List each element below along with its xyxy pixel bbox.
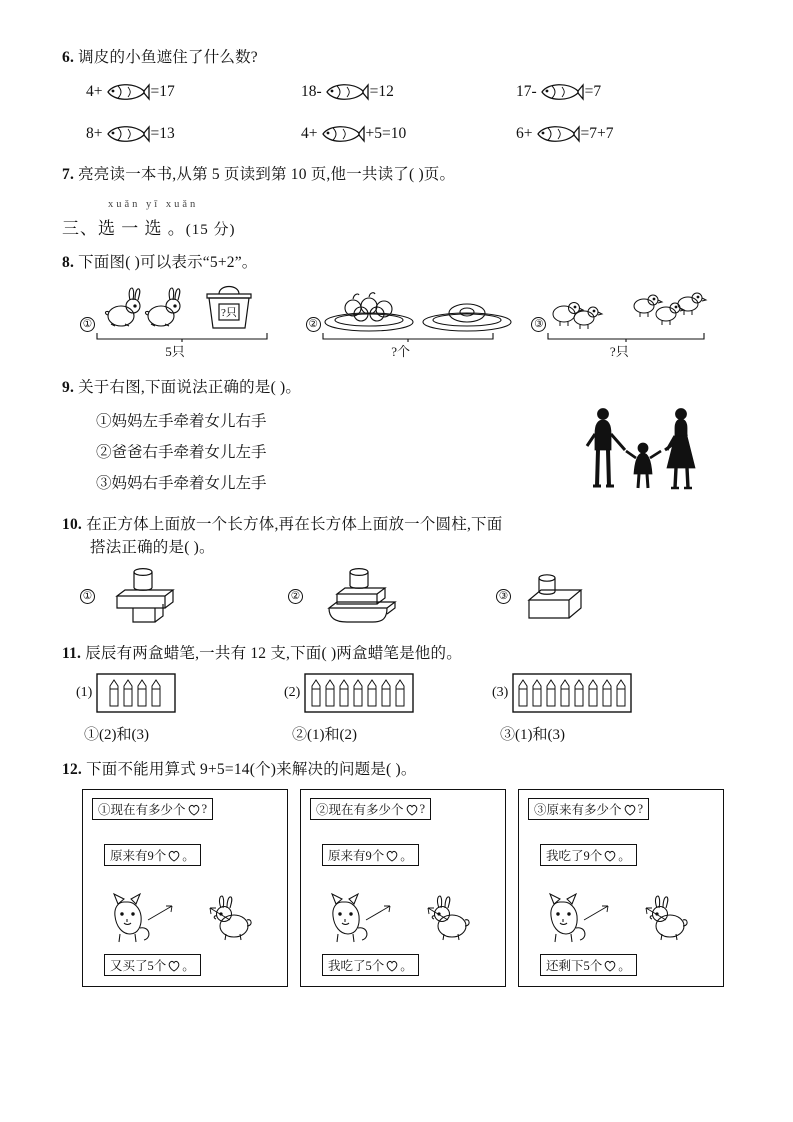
card-mid-tail: 。 bbox=[400, 849, 413, 863]
question-10-options bbox=[62, 564, 731, 630]
option-marker: ① bbox=[80, 317, 95, 332]
question-12-number: 12. bbox=[62, 760, 82, 778]
card-mid-bubble bbox=[104, 844, 201, 866]
option-marker: ③ bbox=[531, 317, 546, 332]
option-marker: ① bbox=[80, 589, 95, 604]
option-label: ?个 bbox=[391, 343, 411, 359]
crayon-box-label: (1) bbox=[76, 684, 93, 700]
question-11-boxes bbox=[62, 673, 731, 713]
peach-icon bbox=[385, 849, 399, 862]
equation-right: =17 bbox=[150, 83, 175, 101]
question-9-option[interactable]: ②爸爸右手牵着女儿左手 bbox=[96, 444, 267, 461]
option-chicks[interactable] bbox=[531, 280, 731, 360]
equation-left: 17- bbox=[516, 83, 537, 101]
question-10-number: 10. bbox=[62, 516, 82, 533]
question-12 bbox=[62, 758, 731, 987]
crayon-box-label: (3) bbox=[492, 684, 509, 700]
card-title-bubble bbox=[310, 798, 431, 820]
equation-left: 4+ bbox=[301, 125, 318, 143]
crayon-box-icon bbox=[512, 673, 632, 713]
rabbits-and-basket-icon bbox=[95, 280, 275, 332]
family-holding-hands-figure bbox=[581, 404, 709, 500]
section-3-title: 三、选 一 选 。 bbox=[62, 218, 186, 238]
equation-left: 8+ bbox=[86, 125, 103, 143]
question-11-number: 11. bbox=[62, 644, 82, 662]
option-marker: ③ bbox=[496, 589, 511, 604]
question-8-number: 8. bbox=[62, 253, 75, 271]
fox-and-rabbit-icon bbox=[316, 886, 492, 948]
fish-icon bbox=[319, 121, 365, 147]
card-mid-text: 原来有9个 bbox=[110, 849, 167, 863]
fox-and-rabbit-icon bbox=[98, 886, 274, 948]
question-12-card[interactable] bbox=[300, 789, 506, 987]
card-mid-tail: 。 bbox=[618, 849, 631, 863]
equation-left: 18- bbox=[301, 83, 322, 101]
card-title-tail: ? bbox=[419, 801, 426, 816]
question-9-option[interactable]: ③妈妈右手牵着女儿左手 bbox=[96, 475, 267, 492]
peach-icon bbox=[623, 803, 637, 816]
card-mid-bubble bbox=[540, 844, 637, 866]
peach-icon bbox=[167, 849, 181, 862]
question-8-text: 下面图( )可以表示“5+2”。 bbox=[78, 253, 258, 271]
option-fruit-plates[interactable] bbox=[306, 280, 532, 360]
card-bottom-text: 又买了5个 bbox=[110, 959, 167, 973]
section-3-heading bbox=[62, 214, 731, 239]
fish-icon bbox=[104, 79, 150, 105]
question-9 bbox=[62, 376, 731, 499]
fish-equation bbox=[516, 121, 731, 147]
card-mid-bubble bbox=[322, 844, 419, 866]
option-solid-3[interactable] bbox=[496, 564, 704, 630]
card-bottom-bubble bbox=[540, 954, 637, 976]
card-bottom-text: 还剩下5个 bbox=[546, 959, 603, 973]
fish-icon bbox=[534, 121, 580, 147]
card-bottom-bubble bbox=[322, 954, 419, 976]
card-mid-text: 我吃了9个 bbox=[546, 849, 603, 863]
fish-equation bbox=[301, 79, 516, 105]
fish-icon bbox=[104, 121, 150, 147]
card-title-bubble bbox=[92, 798, 213, 820]
option-solid-1[interactable] bbox=[80, 564, 288, 630]
card-title: ②现在有多少个 bbox=[316, 803, 404, 817]
question-7-text: 亮亮读一本书,从第 5 页读到第 10 页,他一共读了( )页。 bbox=[78, 166, 456, 184]
svg-text:?只: ?只 bbox=[221, 306, 237, 319]
option-marker: ② bbox=[288, 589, 303, 604]
fish-equation bbox=[516, 79, 731, 105]
option-label: 5只 bbox=[165, 343, 185, 359]
question-8 bbox=[62, 251, 731, 274]
question-9-number: 9. bbox=[62, 378, 75, 396]
option-marker: ② bbox=[306, 317, 321, 332]
two-fruit-plates-icon bbox=[321, 280, 517, 332]
equation-right: +5=10 bbox=[365, 125, 407, 143]
fish-equation-group bbox=[62, 79, 731, 147]
question-11-answers bbox=[62, 723, 731, 744]
crayon-box-2[interactable] bbox=[284, 673, 492, 713]
question-12-card[interactable] bbox=[82, 789, 288, 987]
question-7 bbox=[62, 163, 731, 186]
question-6 bbox=[62, 46, 731, 69]
cylinder-on-stacked-slabs-icon bbox=[311, 564, 415, 630]
equation-right: =7 bbox=[584, 83, 602, 101]
card-title-tail: ? bbox=[201, 801, 208, 816]
peach-icon bbox=[603, 849, 617, 862]
fish-icon bbox=[323, 79, 369, 105]
question-9-option[interactable]: ①妈妈左手牵着女儿右手 bbox=[96, 413, 267, 430]
equation-right: =13 bbox=[150, 125, 175, 143]
fish-equation-row bbox=[62, 79, 731, 105]
card-bottom-tail: 。 bbox=[618, 959, 631, 973]
fish-equation bbox=[86, 121, 301, 147]
card-mid-tail: 。 bbox=[182, 849, 195, 863]
question-8-options bbox=[62, 280, 731, 360]
card-bottom-bubble bbox=[104, 954, 201, 976]
pinyin-row bbox=[62, 199, 731, 213]
question-12-card[interactable] bbox=[518, 789, 724, 987]
fish-equation bbox=[301, 121, 516, 147]
question-12-text: 下面不能用算式 9+5=14(个)来解决的问题是( )。 bbox=[86, 760, 417, 778]
cylinder-on-cuboid-cross-icon bbox=[103, 564, 195, 630]
crayon-box-1[interactable] bbox=[76, 673, 284, 713]
question-11-answer[interactable]: ③(1)和(3) bbox=[500, 726, 565, 743]
question-10 bbox=[62, 513, 731, 630]
question-11-text: 辰辰有两盒蜡笔,一共有 12 支,下面( )两盒蜡笔是他的。 bbox=[85, 644, 462, 662]
question-11-answer[interactable]: ①(2)和(3) bbox=[84, 726, 149, 743]
question-6-text: 调皮的小鱼遮住了什么数? bbox=[78, 49, 258, 66]
peach-icon bbox=[385, 959, 399, 972]
option-label: ?只 bbox=[609, 343, 629, 359]
crayon-box-icon bbox=[304, 673, 414, 713]
chicks-groups-icon bbox=[546, 280, 716, 332]
question-10-line1: 在正方体上面放一个长方体,再在长方体上面放一个圆柱,下面 bbox=[86, 516, 503, 533]
crayon-box-icon bbox=[96, 673, 176, 713]
peach-icon bbox=[405, 803, 419, 816]
section-3-pinyin: xuǎn yī xuǎn bbox=[108, 198, 199, 210]
equation-right: =7+7 bbox=[580, 125, 614, 143]
fish-equation bbox=[86, 79, 301, 105]
crayon-box-3[interactable] bbox=[492, 673, 700, 713]
question-11 bbox=[62, 642, 731, 744]
card-title-tail: ? bbox=[637, 801, 644, 816]
fox-and-rabbit-icon bbox=[534, 886, 710, 948]
option-rabbits-basket[interactable] bbox=[80, 280, 306, 360]
card-title: ③原来有多少个 bbox=[534, 803, 622, 817]
peach-icon bbox=[603, 959, 617, 972]
card-bottom-tail: 。 bbox=[400, 959, 413, 973]
question-9-text: 关于右图,下面说法正确的是( )。 bbox=[78, 378, 302, 396]
question-10-line2: 搭法正确的是( )。 bbox=[90, 539, 215, 557]
card-mid-text: 原来有9个 bbox=[328, 849, 385, 863]
peach-icon bbox=[167, 959, 181, 972]
question-11-answer[interactable]: ②(1)和(2) bbox=[292, 726, 357, 743]
card-bottom-tail: 。 bbox=[182, 959, 195, 973]
cylinder-on-cuboid-icon bbox=[519, 564, 609, 630]
question-6-number: 6. bbox=[62, 49, 75, 66]
equation-left: 6+ bbox=[516, 125, 533, 143]
section-3-score: (15 分) bbox=[185, 221, 236, 238]
card-bottom-text: 我吃了5个 bbox=[328, 959, 385, 973]
fish-icon bbox=[538, 79, 584, 105]
option-solid-2[interactable] bbox=[288, 564, 496, 630]
crayon-box-label: (2) bbox=[284, 684, 301, 700]
question-12-cards bbox=[62, 789, 731, 987]
fish-equation-row bbox=[62, 121, 731, 147]
equation-right: =12 bbox=[369, 83, 394, 101]
card-title-bubble bbox=[528, 798, 649, 820]
card-title: ①现在有多少个 bbox=[98, 803, 186, 817]
equation-left: 4+ bbox=[86, 83, 103, 101]
question-7-number: 7. bbox=[62, 166, 75, 184]
peach-icon bbox=[187, 803, 201, 816]
